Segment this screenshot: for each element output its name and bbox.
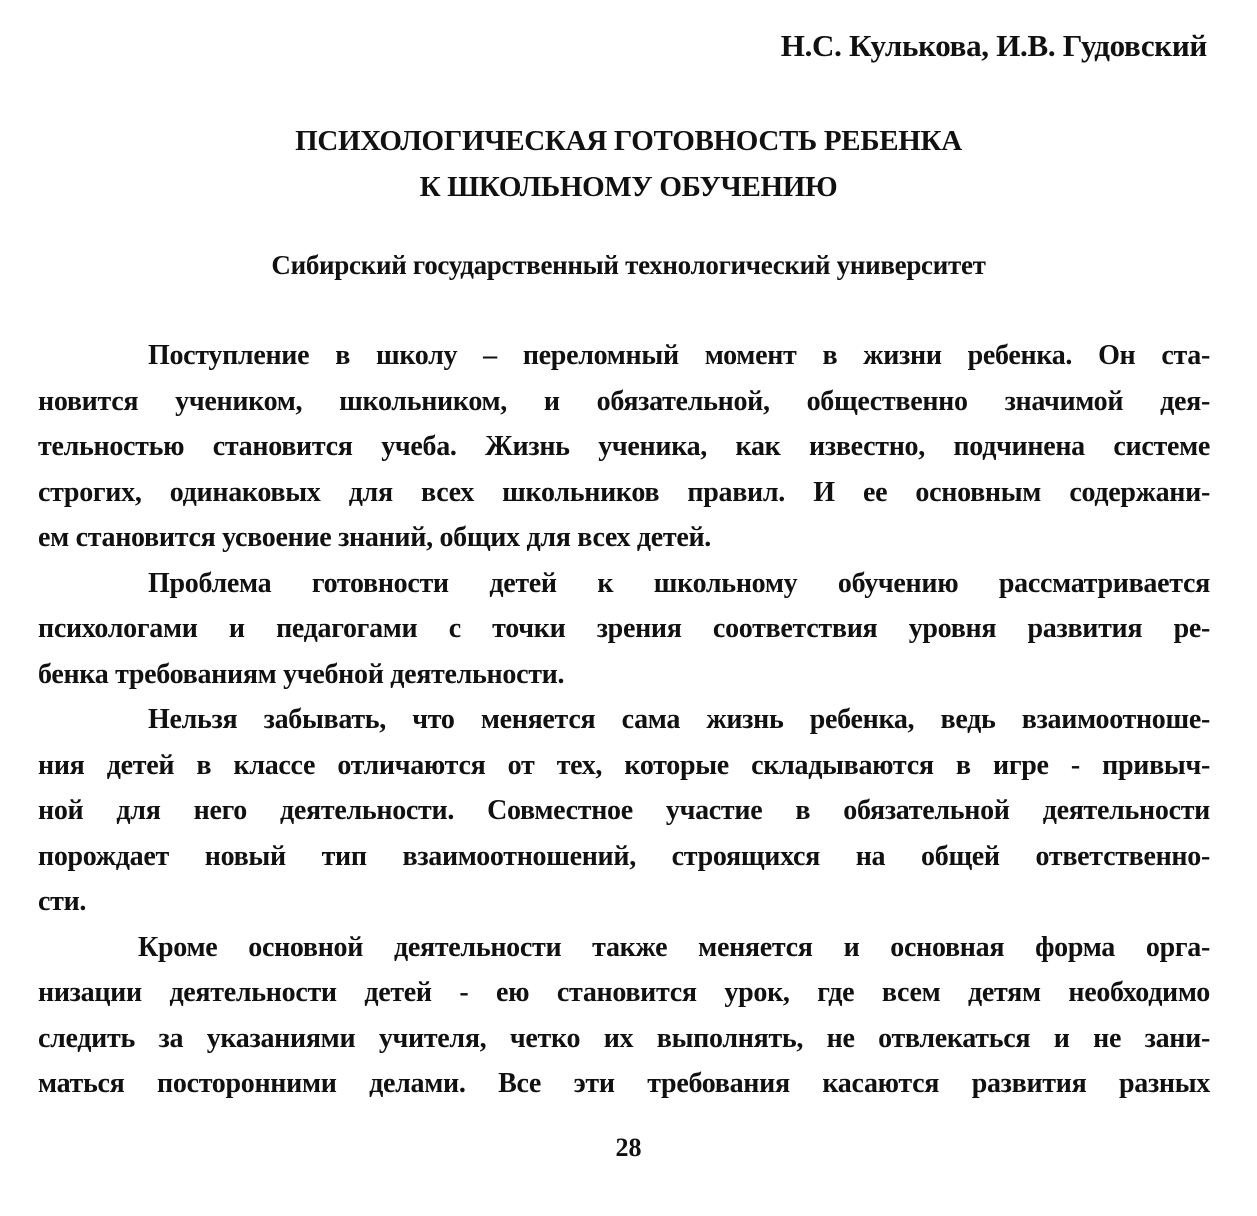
paragraph-line: Поступление в школу – переломный момент в жизни ребенка. Он ста-	[148, 340, 1210, 371]
article-title	[0, 118, 1257, 210]
paragraph-line: ем становится усвоение знаний, общих для всех детей.	[38, 522, 711, 553]
paragraph-line: порождает новый тип взаимоотношений, строящихся на общей ответственно-	[38, 840, 1210, 872]
paragraph-line: новится учеником, школьником, и обязательной, общественно значимой дея-	[38, 385, 1210, 417]
paragraph-line: низации деятельности детей - ею становится урок, где всем детям необходимо	[38, 977, 1210, 1008]
affiliation: Сибирский государственный технологический университет	[271, 250, 986, 280]
paragraph-4	[38, 925, 1210, 1107]
paragraph-line: строгих, одинаковых для всех школьников правил. И ее основным содержани-	[38, 476, 1210, 508]
paragraph-line: сти.	[38, 886, 87, 917]
paragraph-line: бенка требованиям учебной деятельности.	[38, 658, 565, 690]
paragraph-line: следить за указаниями учителя, четко их выполнять, не отвлекаться и не зани-	[38, 1022, 1210, 1054]
paragraph-2	[38, 561, 1210, 698]
paragraph-line: тельностью становится учеба. Жизнь ученика, как известно, подчинена системе	[38, 431, 1210, 462]
authors: Н.С. Кулькова, И.В. Гудовский	[780, 28, 1207, 63]
paragraph-line: маться посторонними делами. Все эти требования касаются развития разных	[38, 1068, 1210, 1099]
paragraph-line: психологами и педагогами с точки зрения соответствия уровня развития ре-	[38, 613, 1210, 644]
paragraph-line: ния детей в классе отличаются от тех, которые складываются в игре - привыч-	[38, 749, 1210, 781]
article-body	[38, 333, 1210, 1107]
paragraph-1	[38, 333, 1210, 561]
title-line-2: К ШКОЛЬНОМУ ОБУЧЕНИЮ	[419, 171, 838, 203]
paragraph-line: Нельзя забывать, что меняется сама жизнь ребенка, ведь взаимоотноше-	[148, 704, 1210, 735]
paragraph-line: Проблема готовности детей к школьному обучению рассматривается	[148, 567, 1210, 599]
page-number: 28	[615, 1133, 642, 1162]
paragraph-3	[38, 697, 1210, 925]
paragraph-line: ной для него деятельности. Совместное участие в обязательной деятельности	[38, 795, 1210, 826]
title-line-1: ПСИХОЛОГИЧЕСКАЯ ГОТОВНОСТЬ РЕБЕНКА	[295, 125, 962, 157]
paragraph-line: Кроме основной деятельности также меняется и основная форма орга-	[138, 931, 1210, 963]
